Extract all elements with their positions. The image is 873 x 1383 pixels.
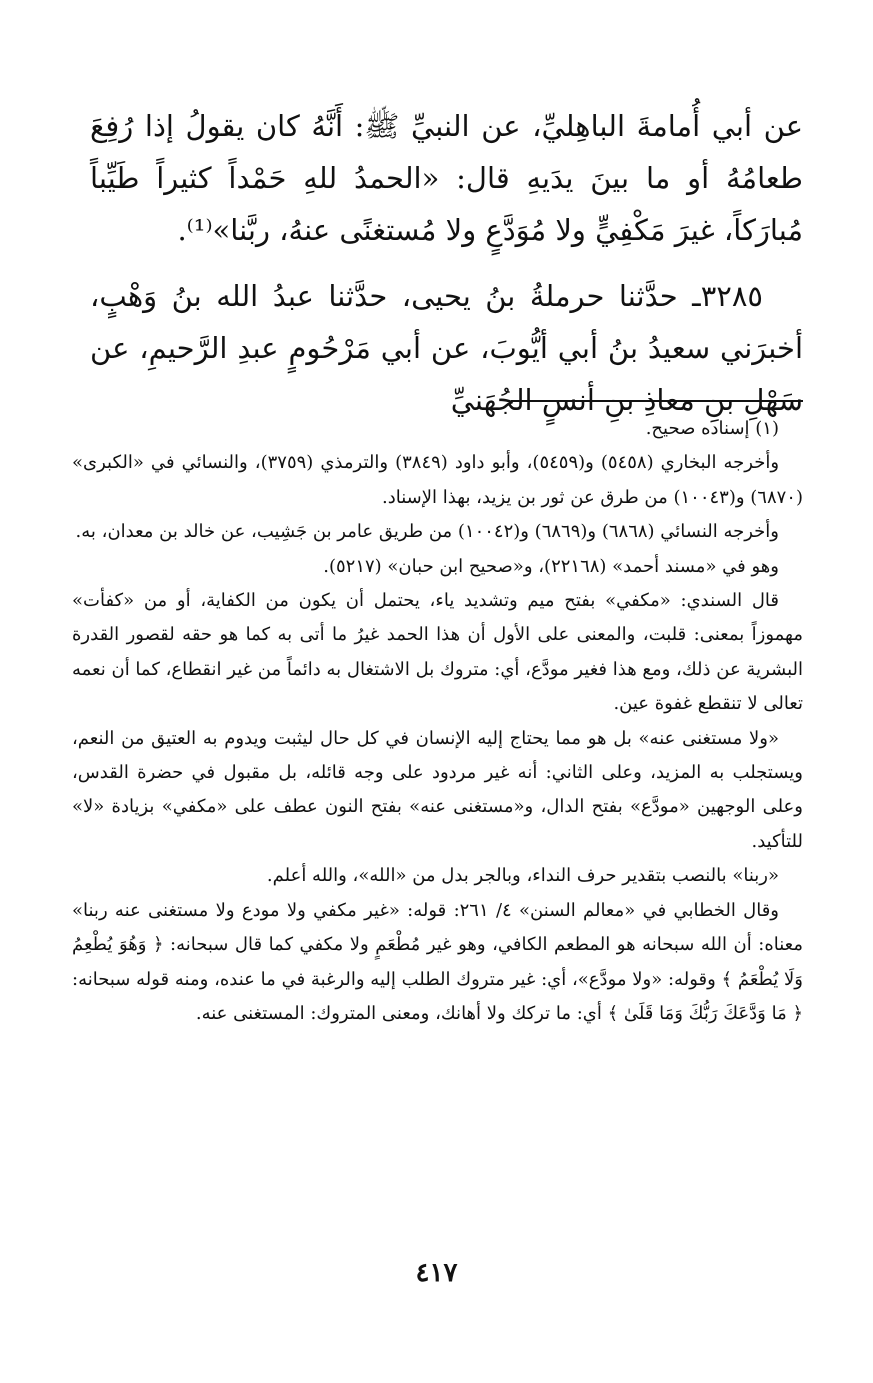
hadith-text-block <box>90 100 803 426</box>
footnote-line: وقال الخطابي في «معالم السنن» ٤/ ٢٦١: قوله: «غير مكفي ولا مودع ولا مستغنى عنه ربنا» معناه: أن الله سبحانه هو المطعم الكافي، وهو غير مُطْعَمٍ ولا مكفي كما قال سبحانه: ﴿ وَهُوَ يُطْعِمُ وَلَا يُطْعَمُ ﴾ وقوله: «ولا مودَّع»، أي: غير متروك الطلب إليه والرغبة في ما عنده، ومنه قوله سبحانه: ﴿ مَا وَدَّعَكَ رَبُّكَ وَمَا قَلَىٰ ﴾ أي: ما تركك ولا أهانك، ومعنى المتروك: المستغنى عنه. <box>72 899 803 1024</box>
page-number: ٤١٧ <box>415 1258 458 1288</box>
footnote-line: قال السندي: «مكفي» بفتح ميم وتشديد ياء، يحتمل أن يكون من الكفاية، أو من «كفأت» مهموزاً بمعنى: قلبت، والمعنى على الأول أن هذا الحمد غيرُ ما أتى به كما هو حقه لقصور القدرة البشرية عن ذلك، ومع هذا فغير مودَّع، أي: متروك بل الاشتغال به دائماً من غير انقطاع، كما أن نعمه تعالى لا تنقطع غفوة عين. <box>72 590 803 715</box>
footnote-separator-line <box>511 400 803 402</box>
footnote-line: وأخرجه النسائي (٦٨٦٨) و(٦٨٦٩) و(١٠٠٤٢) من طريق عامر بن جَشِيب، عن خالد بن معدان، به. <box>75 521 779 543</box>
footnotes-block <box>72 412 803 1031</box>
footnote-line: (١) إسناده صحيح. <box>645 418 779 439</box>
footnote-line: «ولا مستغنى عنه» بل هو مما يحتاج إليه الإنسان في كل حال ليثبت ويدوم به العتيق من النعم، ويستجلب به المزيد، وعلى الثاني: أنه غير مردود على وجه قائله، بل مقبول في حضرة القدس، وعلى الوجهين «مودَّع» بفتح الدال، و«مستغنى عنه» بفتح النون عطف على «مكفي» بزيادة «لا» للتأكيد. <box>72 727 803 852</box>
footnote-line: «ربنا» بالنصب بتقدير حرف النداء، وبالجر بدل من «الله»، والله أعلم. <box>266 865 779 887</box>
hadith-paragraph-3285: ٣٢٨٥ـ حدَّثنا حرملةُ بنُ يحيى، حدَّثنا عبدُ الله بنُ وَهْبٍ، أخبرَني سعيدُ بنُ أبي أيُّوبَ، عن أبي مَرْحُومٍ عبدِ الرَّحيمِ، عن سَهْلِ بنِ معاذِ بنِ أنسٍ الجُهَنيِّ <box>90 279 803 417</box>
hadith-paragraph-continued: عن أبي أُمامةَ الباهِليِّ، عن النبيِّ ﷺ: أَنَّهُ كان يقولُ إذا رُفِعَ طعامُهُ أو ما بينَ يدَيهِ قال: «الحمدُ للهِ حَمْداً كثيراً طَيِّباً مُبارَكاً، غيرَ مَكْفِيٍّ ولا مُوَدَّعٍ ولا مُستغنًى عنهُ، ربَّنا»⁽¹⁾. <box>90 109 803 247</box>
footnote-line: وهو في «مسند أحمد» (٢٢١٦٨)، و«صحيح ابن حبان» (٥٢١٧). <box>323 555 779 577</box>
footnote-line: وأخرجه البخاري (٥٤٥٨) و(٥٤٥٩)، وأبو داود (٣٨٤٩) والترمذي (٣٧٥٩)، والنسائي في «الكبرى» (٦٨٧٠) و(١٠٠٤٣) من طرق عن ثور بن يزيد، بهذا الإسناد. <box>72 452 803 508</box>
